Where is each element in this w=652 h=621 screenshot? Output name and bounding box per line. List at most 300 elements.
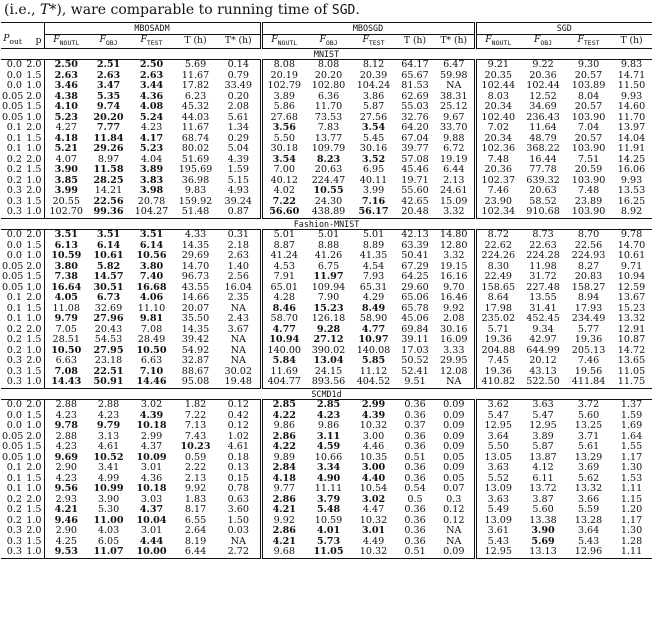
table-cell: 3.62 [475, 400, 520, 411]
table-cell: 10.97 [358, 334, 389, 346]
table-cell: 65.67 [401, 69, 429, 81]
table-cell: 0.51 [396, 547, 434, 558]
table-cell: 7.22 [184, 409, 207, 421]
table-cell: 11.58 [93, 164, 124, 176]
table-cell: 102.70 [44, 207, 88, 218]
table-cell: 3.83 [139, 174, 164, 186]
table-cell: 20.20 [314, 69, 343, 81]
table-cell: 6.47 [443, 59, 465, 71]
table-cell: 3.80 [139, 260, 164, 272]
cell-pout: 0.05 [2, 281, 24, 293]
table-cell: 0.05 [443, 472, 465, 484]
table-cell: 4.37 [140, 441, 163, 453]
table-cell: 11.07 [88, 547, 129, 558]
table-cell: 33.49 [224, 80, 252, 92]
table-cell: 7.02 [475, 123, 520, 134]
table-cell: 126.18 [311, 313, 346, 325]
table-cell: 3.90 [97, 493, 120, 505]
table-cell: 10.32 [359, 514, 388, 526]
table-cell: 3.46 [44, 81, 88, 92]
table-cell: 6.36 [317, 90, 340, 102]
cell-p: 1.5 [26, 132, 42, 144]
cell-p: 1.0 [26, 344, 42, 356]
table-cell: 10.99 [93, 483, 124, 495]
table-cell: 9.74 [96, 101, 121, 113]
table-cell: 25.12 [440, 101, 468, 113]
table-cell: 0.42 [227, 409, 249, 421]
table-cell: 9.93 [620, 174, 643, 186]
table-cell: 102.40 [475, 113, 520, 124]
table-cell: 3.13 [97, 430, 120, 442]
table-cell: 23.90 [475, 197, 520, 208]
table-cell: 13.87 [529, 451, 557, 463]
table-cell: 69.84 [401, 323, 429, 335]
table-cell: 102.79 [261, 81, 306, 92]
cell-pout: 0.3 [6, 376, 22, 388]
cell-pout: 0.0 [6, 229, 22, 241]
cell-pout: 0.0 [6, 399, 22, 411]
table-cell: 2.85 [316, 399, 341, 411]
table-cell: 96.73 [181, 271, 210, 283]
table-cell: 0.36 [404, 514, 426, 526]
table-cell: 13.13 [520, 547, 566, 558]
table-cell: 0.63 [227, 493, 249, 505]
table-cell: 4.06 [139, 292, 164, 304]
table-cell: 7.05 [44, 325, 88, 336]
table-cell: 3.41 [97, 462, 120, 474]
table-cell: 8.89 [362, 239, 385, 251]
table-cell: 11.50 [617, 80, 646, 92]
table-cell: 58.70 [261, 314, 306, 325]
table-cell: 0.09 [443, 462, 465, 474]
table-cell: 644.99 [526, 344, 560, 356]
table-cell: 40.11 [359, 174, 388, 186]
cell-p: 1.5 [26, 302, 42, 314]
table-cell: 67.29 [401, 260, 429, 272]
table-cell: 6.11 [532, 472, 554, 484]
table-cell: 8.88 [317, 239, 340, 251]
table-cell: 0.09 [443, 420, 465, 432]
table-cell: 8.46 [261, 304, 306, 315]
table-cell: 11.08 [44, 304, 88, 315]
table-cell: 54.53 [94, 334, 123, 346]
table-cell: 28.51 [44, 335, 88, 346]
table-cell: 7.93 [362, 271, 385, 283]
table-cell: 0.09 [443, 430, 465, 442]
table-cell: 11.70 [314, 101, 343, 113]
table-cell: 17.93 [574, 302, 603, 314]
table-cell: 7.04 [577, 122, 600, 134]
table-cell: 7.40 [139, 271, 164, 283]
table-cell: 5.49 [475, 505, 520, 516]
table-cell: 12.59 [617, 281, 646, 293]
cell-p: 1.0 [26, 420, 42, 432]
table-cell: 56.60 [261, 207, 306, 218]
caption-prefix: (i.e., [4, 2, 41, 18]
table-cell: 3.63 [475, 495, 520, 506]
table-cell: 0.37 [404, 420, 426, 432]
table-cell: 42.13 [401, 229, 429, 241]
table-cell: 41.24 [261, 251, 306, 262]
table-cell: 30.16 [440, 323, 468, 335]
table-cell: 4.36 [140, 472, 163, 484]
table-cell: 910.68 [526, 206, 560, 218]
table-cell: 9.46 [44, 516, 88, 527]
cell-p: 1.0 [26, 174, 42, 186]
table-cell: 227.48 [526, 281, 560, 293]
table-cell: 4.18 [261, 474, 306, 485]
table-cell: 20.07 [181, 302, 210, 314]
table-cell: 58.90 [359, 313, 388, 325]
table-cell: 20.83 [574, 271, 603, 283]
table-cell: 39.42 [181, 334, 210, 346]
cell-p: 2.0 [26, 430, 42, 442]
table-cell: 4.23 [44, 474, 88, 485]
table-cell: 39.24 [224, 195, 252, 207]
table-cell: 80.02 [181, 143, 210, 155]
cell-pout: 0.0 [6, 69, 22, 81]
table-cell: 5.59 [577, 504, 600, 516]
cell-pout: 0.3 [6, 206, 22, 218]
table-cell: 0.09 [434, 547, 475, 558]
table-cell: 0.79 [227, 69, 249, 81]
table-cell: 893.56 [311, 376, 346, 388]
group-mbosgd: MBOSGD [261, 23, 475, 35]
table-cell: 0.36 [404, 472, 426, 484]
cell-p: 2.0 [26, 153, 42, 165]
table-cell: 13.97 [617, 122, 646, 134]
table-cell: 195.69 [178, 164, 213, 176]
table-cell: 0.59 [184, 451, 207, 463]
table-cell: 5.77 [577, 323, 600, 335]
table-cell: 4.47 [362, 504, 385, 516]
table-cell: 7.10 [139, 365, 164, 377]
table-cell: 8.64 [475, 293, 520, 304]
table-cell: 0.3 [446, 493, 462, 505]
table-cell: 42.65 [401, 195, 429, 207]
table-cell: 4.17 [139, 132, 164, 144]
table-cell: 236.43 [526, 111, 560, 123]
table-cell: 22.56 [93, 195, 124, 207]
table-cell: 9.86 [261, 421, 306, 432]
table-cell: 13.65 [617, 355, 646, 367]
table-cell: 3.99 [44, 186, 88, 197]
table-cell: 20.59 [574, 164, 603, 176]
table-cell: 8.23 [316, 153, 341, 165]
table-cell: 11.97 [313, 271, 344, 283]
table-cell: 3.66 [577, 493, 600, 505]
table-cell: 3.33 [443, 344, 465, 356]
table-cell: 27.95 [93, 344, 124, 356]
table-cell: 2.93 [44, 495, 88, 506]
col-header-pout: $P_{out}$ [1, 34, 24, 48]
table-cell: 8.08 [261, 60, 306, 71]
table-cell: 1.28 [620, 535, 643, 547]
cell-pout: 0.05 [2, 271, 24, 283]
table-cell: 24.15 [314, 365, 343, 377]
table-cell: 63.39 [401, 239, 429, 251]
table-cell: 6.14 [139, 239, 164, 251]
table-cell: 42.97 [529, 334, 557, 346]
table-cell: 9.30 [577, 59, 600, 71]
table-cell: 5.15 [227, 174, 249, 186]
table-cell: 13.67 [617, 292, 646, 304]
dataset-name: MNIST [1, 48, 652, 60]
table-cell: 9.56 [44, 484, 88, 495]
table-cell: 19.19 [440, 153, 468, 165]
table-cell: 20.63 [314, 164, 343, 176]
table-cell: 16.09 [440, 334, 468, 346]
table-cell: 68.74 [181, 132, 210, 144]
table-cell: 9.71 [620, 260, 643, 272]
table-cell: 2.63 [96, 69, 121, 81]
cell-p: 2.0 [26, 229, 42, 241]
table-cell: 52.41 [401, 365, 429, 377]
table-cell: 57.08 [401, 153, 429, 165]
table-cell: 13.55 [529, 292, 557, 304]
table-cell: 2.88 [44, 400, 88, 411]
table-cell: 4.46 [362, 441, 385, 453]
table-cell: 1.17 [620, 514, 643, 526]
cell-pout: 0.1 [6, 143, 22, 155]
table-cell: 0.36 [404, 441, 426, 453]
table-cell: 9.81 [139, 313, 164, 325]
table-cell: 14.66 [181, 292, 210, 304]
cell-p: 1.5 [26, 535, 42, 547]
table-cell: 3.69 [577, 462, 600, 474]
table-cell: 10.23 [180, 441, 211, 453]
table-cell: 20.35 [475, 71, 520, 82]
table-cell: 10.32 [359, 420, 388, 432]
table-cell: 23.89 [574, 195, 603, 207]
table-cell: 14.71 [617, 69, 646, 81]
table-cell: 54.92 [181, 344, 210, 356]
cell-p: 1.5 [26, 365, 42, 377]
table-cell: 8.03 [475, 92, 520, 103]
table-cell: 2.08 [443, 313, 465, 325]
table-cell: 20.57 [574, 132, 603, 144]
table-cell: 22.56 [574, 239, 603, 251]
table-cell: 43.55 [181, 281, 210, 293]
table-cell: 4.10 [44, 102, 88, 113]
table-cell: 23.18 [94, 355, 123, 367]
table-cell: 9.22 [532, 59, 554, 71]
table-cell: 5.43 [577, 535, 600, 547]
table-cell: 102.80 [311, 80, 346, 92]
table-cell: 4.27 [44, 123, 88, 134]
table-cell: 40.12 [261, 176, 306, 187]
table-cell: 0.05 [443, 451, 465, 463]
table-cell: 158.65 [475, 283, 520, 294]
table-cell: 15.23 [313, 302, 344, 314]
table-cell: 29.26 [93, 143, 124, 155]
table-cell: 55.03 [401, 101, 429, 113]
table-cell: 0.54 [404, 483, 426, 495]
table-cell: 1.55 [620, 441, 643, 453]
table-cell: 0.20 [227, 90, 249, 102]
table-cell: 4.01 [316, 525, 341, 537]
table-cell: 4.23 [44, 442, 88, 453]
table-cell: 1.17 [620, 451, 643, 463]
table-cell: 4.23 [44, 411, 88, 422]
cell-pout: 0.3 [6, 355, 22, 367]
table-cell: 2.86 [261, 495, 306, 506]
table-cell: 3.44 [139, 80, 164, 92]
table-cell: 50.52 [401, 355, 429, 367]
table-cell: 9.79 [44, 314, 88, 325]
cell-p: 1.0 [26, 281, 42, 293]
table-cell: 4.99 [97, 472, 120, 484]
table-cell: 159.92 [178, 195, 213, 207]
table-cell: 67.04 [401, 132, 429, 144]
table-cell: 10.32 [351, 547, 396, 558]
table-cell: 43.13 [529, 365, 557, 377]
table-cell: 205.13 [571, 344, 606, 356]
table-cell: NA [230, 302, 246, 314]
table-cell: 51.48 [181, 206, 210, 218]
table-cell: 1.53 [620, 472, 643, 484]
table-cell: 20.19 [261, 71, 306, 82]
table-cell: 1.83 [184, 493, 207, 505]
table-cell: 65.78 [401, 302, 429, 314]
table-cell: 4.33 [184, 229, 207, 241]
table-cell: 45.32 [181, 101, 210, 113]
table-cell: 20.48 [401, 206, 429, 218]
table-cell: 39.77 [401, 143, 429, 155]
table-cell: 7.91 [261, 272, 306, 283]
table-cell: 10.50 [136, 344, 167, 356]
table-cell: 73.53 [314, 111, 343, 123]
table-cell: 3.02 [140, 399, 163, 411]
table-cell: 51.69 [181, 153, 210, 165]
table-cell: 11.98 [529, 260, 557, 272]
table-cell: 7.45 [475, 356, 520, 367]
dataset-name: SCMD1d [1, 388, 652, 400]
table-cell: 204.88 [475, 346, 520, 357]
table-cell: 4.22 [261, 411, 306, 422]
table-cell: 0.03 [227, 525, 249, 537]
table-cell: 9.86 [317, 420, 340, 432]
table-cell: 5.50 [261, 134, 306, 145]
table-cell: 13.32 [617, 313, 646, 325]
table-cell: 41.26 [314, 250, 343, 262]
table-cell: 11.64 [529, 122, 557, 134]
table-cell: 4.21 [44, 505, 88, 516]
table-cell: 9.88 [443, 132, 465, 144]
cell-p: 2.0 [26, 185, 42, 197]
table-cell: 5.87 [362, 101, 385, 113]
table-cell: 0.12 [443, 504, 465, 516]
table-cell: 20.34 [475, 134, 520, 145]
table-cell: 3.52 [361, 153, 386, 165]
table-cell: 224.28 [526, 250, 560, 262]
table-cell: 11.11 [314, 483, 343, 495]
table-cell: 3.56 [261, 123, 306, 134]
table-cell: 45.06 [401, 313, 429, 325]
group-sgd: SGD [475, 23, 652, 35]
cell-pout: 0.2 [6, 344, 22, 356]
table-cell: 14.72 [617, 344, 646, 356]
table-cell: 13.09 [475, 484, 520, 495]
table-cell: 20.20 [93, 111, 124, 123]
table-cell: 4.21 [261, 505, 306, 516]
table-cell: 10.56 [136, 250, 167, 262]
table-cell: 3.60 [227, 504, 249, 516]
table-cell: 0.14 [227, 59, 249, 71]
table-cell: 9.78 [44, 421, 88, 432]
table-caption [4, 0, 636, 20]
table-cell: 4.54 [362, 260, 385, 272]
table-cell: 2.99 [361, 399, 386, 411]
table-cell: 4.53 [261, 262, 306, 273]
table-cell: 5.01 [261, 230, 306, 241]
table-cell: 102.37 [475, 176, 520, 187]
table-cell: 5.69 [184, 59, 207, 71]
table-cell: 5.04 [227, 143, 249, 155]
table-cell: 104.24 [356, 80, 391, 92]
cell-p: 1.0 [26, 313, 42, 325]
table-cell: NA [446, 80, 462, 92]
table-cell: 2.64 [184, 525, 207, 537]
table-cell: 22.51 [93, 365, 124, 377]
cell-pout: 0.1 [6, 122, 22, 134]
table-cell: 0.87 [227, 206, 249, 218]
table-cell: 109.79 [311, 143, 346, 155]
cell-pout: 0.2 [6, 323, 22, 335]
table-cell: 4.25 [44, 537, 88, 548]
table-cell: 14.35 [181, 323, 210, 335]
table-cell: 4.08 [139, 101, 164, 113]
table-cell: 19.48 [224, 376, 252, 388]
table-cell: 102.44 [526, 80, 560, 92]
table-cell: 0.36 [404, 409, 426, 421]
table-cell: 4.36 [139, 90, 164, 102]
table-cell: 235.02 [475, 314, 520, 325]
table-cell: 4.18 [44, 134, 88, 145]
cell-p: 1.0 [26, 483, 42, 495]
table-cell: 10.04 [136, 514, 167, 526]
cell-p: 1.0 [26, 376, 42, 388]
table-cell: 99.36 [93, 206, 124, 218]
table-cell: 14.70 [617, 239, 646, 251]
table-cell: 4.02 [261, 186, 306, 197]
col-header-mbosgd-2: $F_{TEST}$ [351, 34, 396, 48]
table-cell: NA [446, 525, 462, 537]
col-header-sgd-2: $F_{TEST}$ [566, 34, 611, 48]
table-cell: 4.77 [261, 325, 306, 336]
table-cell: 5.52 [475, 474, 520, 485]
table-cell: 8.92 [620, 206, 643, 218]
table-cell: 4.38 [44, 92, 88, 103]
cell-pout: 0.1 [6, 302, 22, 314]
table-cell: 5.69 [531, 535, 555, 547]
caption-suffix: . [355, 2, 360, 18]
cell-pout: 0.2 [6, 504, 22, 516]
table-cell: 1.40 [227, 260, 249, 272]
table-cell: 24.30 [314, 195, 343, 207]
col-header-sgd-0: $F_{NOUTL}$ [475, 34, 520, 48]
dataset-header-row [1, 48, 652, 60]
col-header-mbosadm-3: T (h) [174, 34, 217, 48]
table-row [1, 207, 652, 218]
table-cell: 3.79 [316, 493, 341, 505]
table-cell: 77.78 [529, 164, 557, 176]
table-cell: 1.15 [620, 493, 643, 505]
table-cell: 6.55 [184, 514, 207, 526]
cell-p: 2.0 [26, 260, 42, 272]
table-cell: 9.93 [620, 90, 643, 102]
table-cell: 3.98 [139, 185, 164, 197]
